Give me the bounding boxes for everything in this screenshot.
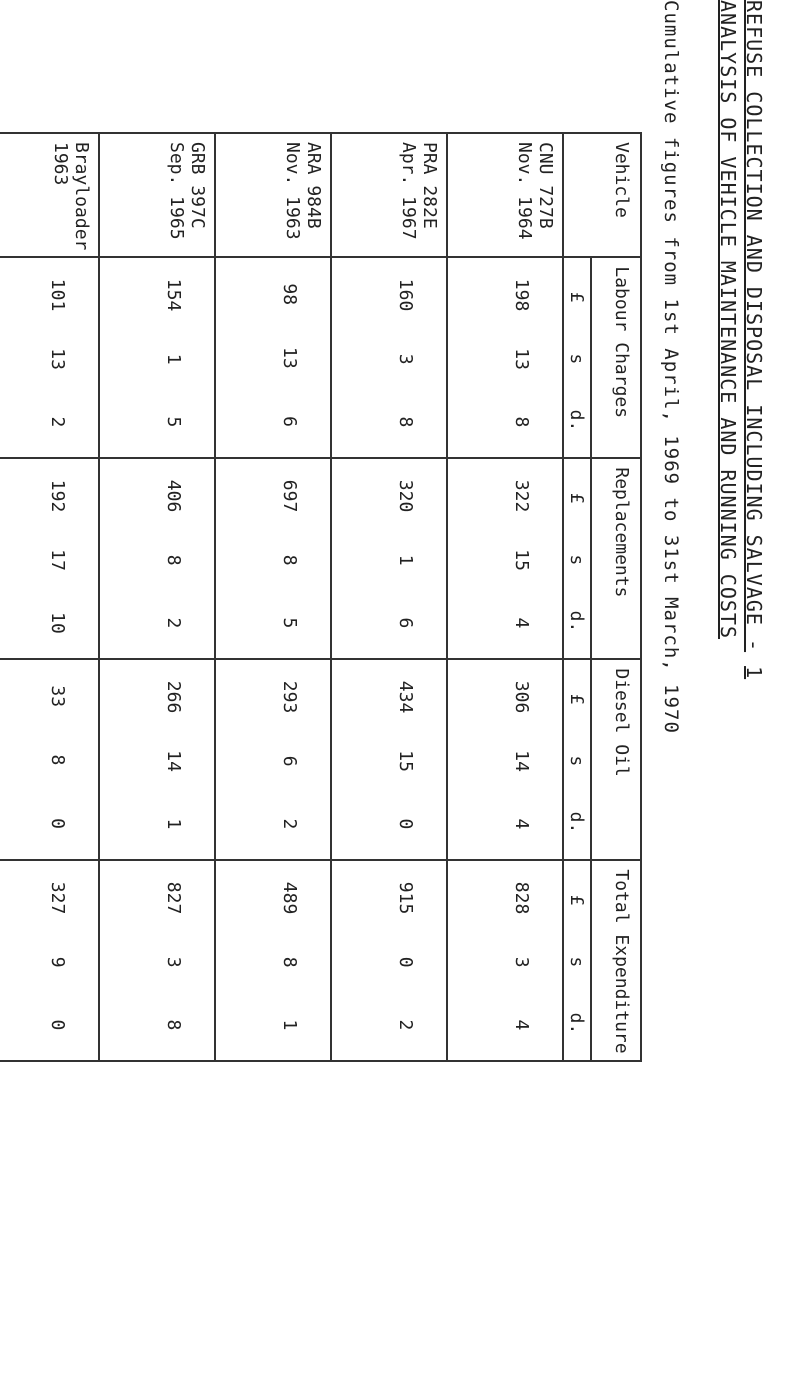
page-marker: 1	[742, 666, 766, 680]
diesel-cell: 33 8 0	[0, 659, 99, 860]
cost-table	[0, 132, 642, 1062]
units-diesel: £ s d.	[563, 659, 591, 860]
units-labour: £ s d.	[563, 257, 591, 458]
units-replacements: £ s d.	[563, 458, 591, 659]
labour-cell: 154 1 5	[99, 257, 215, 458]
report-title-line-1: REFUSE COLLECTION AND DISPOSAL INCLUDING SALVAGE -1	[742, 0, 766, 680]
vehicle-cell: GRB 397C Sep. 1965	[99, 133, 215, 257]
labour-cell: 101 13 2	[0, 257, 99, 458]
replacements-cell: 322 15 4	[447, 458, 563, 659]
total-cell: 827 3 8	[99, 860, 215, 1061]
total-cell: 915 0 2	[331, 860, 447, 1061]
diesel-cell: 434 15 0	[331, 659, 447, 860]
report-title-line-2: ANALYSIS OF VEHICLE MAINTENANCE AND RUNNING COSTS	[716, 0, 740, 640]
replacements-cell: 192 17 10	[0, 458, 99, 659]
column-header-diesel: Diesel Oil	[591, 659, 641, 860]
diesel-cell: 266 14 1	[99, 659, 215, 860]
column-header-row	[591, 133, 641, 1061]
column-header-replacements: Replacements	[591, 458, 641, 659]
vehicle-cell: Brayloader 1963	[0, 133, 99, 257]
report-subtitle: Cumulative figures from 1st April, 1969 to 31st March, 1970	[660, 0, 682, 734]
units-total: £ s d.	[563, 860, 591, 1061]
replacements-cell: 406 8 2	[99, 458, 215, 659]
total-cell: 489 8 1	[215, 860, 331, 1061]
labour-cell: 98 13 6	[215, 257, 331, 458]
total-cell: 327 9 0	[0, 860, 99, 1061]
column-header-vehicle: Vehicle	[563, 133, 641, 257]
vehicle-cell: ARA 984B Nov. 1963	[215, 133, 331, 257]
replacements-cell: 320 1 6	[331, 458, 447, 659]
diesel-cell: 293 6 2	[215, 659, 331, 860]
table-row	[99, 133, 215, 1061]
total-cell: 828 3 4	[447, 860, 563, 1061]
replacements-cell: 697 8 5	[215, 458, 331, 659]
labour-cell: 160 3 8	[331, 257, 447, 458]
labour-cell: 198 13 8	[447, 257, 563, 458]
table-row	[331, 133, 447, 1061]
units-row	[563, 133, 591, 1061]
column-header-labour: Labour Charges	[591, 257, 641, 458]
table-row	[215, 133, 331, 1061]
diesel-cell: 306 14 4	[447, 659, 563, 860]
vehicle-cell: PRA 282E Apr. 1967	[331, 133, 447, 257]
table-row	[447, 133, 563, 1061]
column-header-total: Total Expenditure	[591, 860, 641, 1061]
vehicle-cell: CNU 727B Nov. 1964	[447, 133, 563, 257]
cost-table-wrapper	[0, 132, 642, 1062]
table-row	[0, 133, 99, 1061]
